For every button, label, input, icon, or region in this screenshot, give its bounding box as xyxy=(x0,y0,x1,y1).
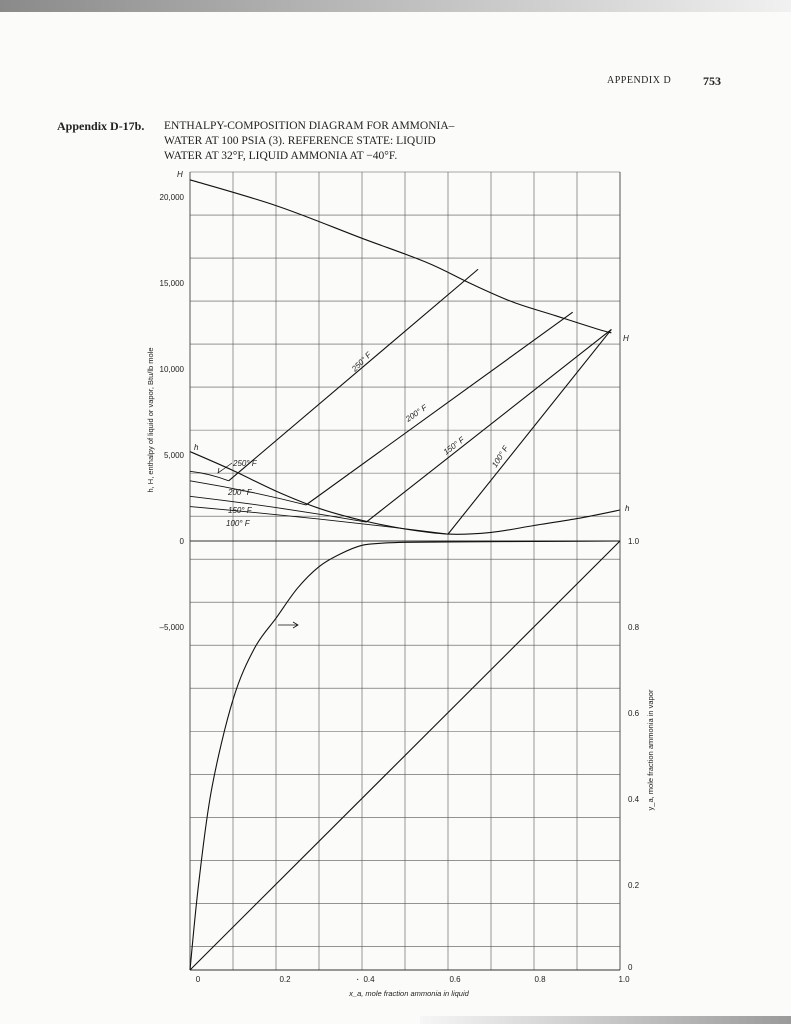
tie-line-temperature-label: 150° F xyxy=(441,435,467,457)
x-tick-label: 0.2 xyxy=(279,975,291,984)
vapor-enthalpy-curve xyxy=(190,180,611,333)
x-tick-label: 0.8 xyxy=(534,975,546,984)
tie-line xyxy=(366,329,611,522)
y-tick-label: –5,000 xyxy=(159,623,184,632)
x-tick-label: 0.4 xyxy=(363,975,375,984)
y-tick-label: 15,000 xyxy=(159,279,184,288)
liquid-temperature-label: 250° F xyxy=(233,459,257,468)
arrow-marker xyxy=(278,622,298,628)
curve-label-h: h xyxy=(194,443,199,452)
right-y-axis-title: y_a, mole fraction ammonia in vapor xyxy=(646,689,655,811)
page-number: 753 xyxy=(703,74,721,88)
tie-line xyxy=(448,329,611,534)
right-y-tick-label: 0 xyxy=(628,963,633,972)
liquid-temperature-label: 200° F xyxy=(228,488,252,497)
y-tick-label: 20,000 xyxy=(159,193,184,202)
figure-label: Appendix D-17b. xyxy=(57,119,145,133)
chart-labels xyxy=(146,170,655,998)
tie-line-temperature-label: 100° F xyxy=(490,444,511,470)
right-y-tick-label: 0.6 xyxy=(628,709,640,718)
right-y-tick-label: 1.0 xyxy=(628,537,640,546)
curve-label-H: H xyxy=(623,334,629,343)
liquid-isotherm-line xyxy=(190,471,229,480)
right-y-tick-label: 0.2 xyxy=(628,881,640,890)
y-axis-title: h, H, enthalpy of liquid or vapor, Btu/lb mole xyxy=(146,347,155,493)
x-tick-label: 1.0 xyxy=(618,975,630,984)
y-tick-label: 0 xyxy=(179,537,184,546)
tie-line xyxy=(306,312,573,505)
x-tick-label: 0 xyxy=(195,975,201,984)
right-y-tick-label: 0.4 xyxy=(628,795,640,804)
figure-title-line: WATER AT 32°F, LIQUID AMMONIA AT −40°F. xyxy=(164,150,398,162)
running-header: APPENDIX D xyxy=(607,75,672,86)
curve-label-h: h xyxy=(625,504,630,513)
x-axis-title: x_a, mole fraction ammonia in liquid xyxy=(349,989,469,998)
chart-grid xyxy=(190,172,620,970)
y-tick-label: 5,000 xyxy=(163,451,184,460)
liquid-temperature-label: 150° F xyxy=(228,506,252,515)
x-tick-label: 0.6 xyxy=(449,975,461,984)
curve-label-H: H xyxy=(177,170,183,179)
tick-mark-dot: · xyxy=(356,974,360,985)
liquid-temperature-label: 100° F xyxy=(226,519,250,528)
tie-line-temperature-label: 250° F xyxy=(350,350,374,374)
y-tick-label: 10,000 xyxy=(159,365,184,374)
tie-line-temperature-label: 200° F xyxy=(404,402,429,424)
right-y-tick-label: 0.8 xyxy=(628,623,640,632)
figure-title-line: WATER AT 100 PSIA (3). REFERENCE STATE: LIQUID xyxy=(164,135,436,147)
figure-title-line: ENTHALPY-COMPOSITION DIAGRAM FOR AMMONIA– xyxy=(164,120,455,132)
